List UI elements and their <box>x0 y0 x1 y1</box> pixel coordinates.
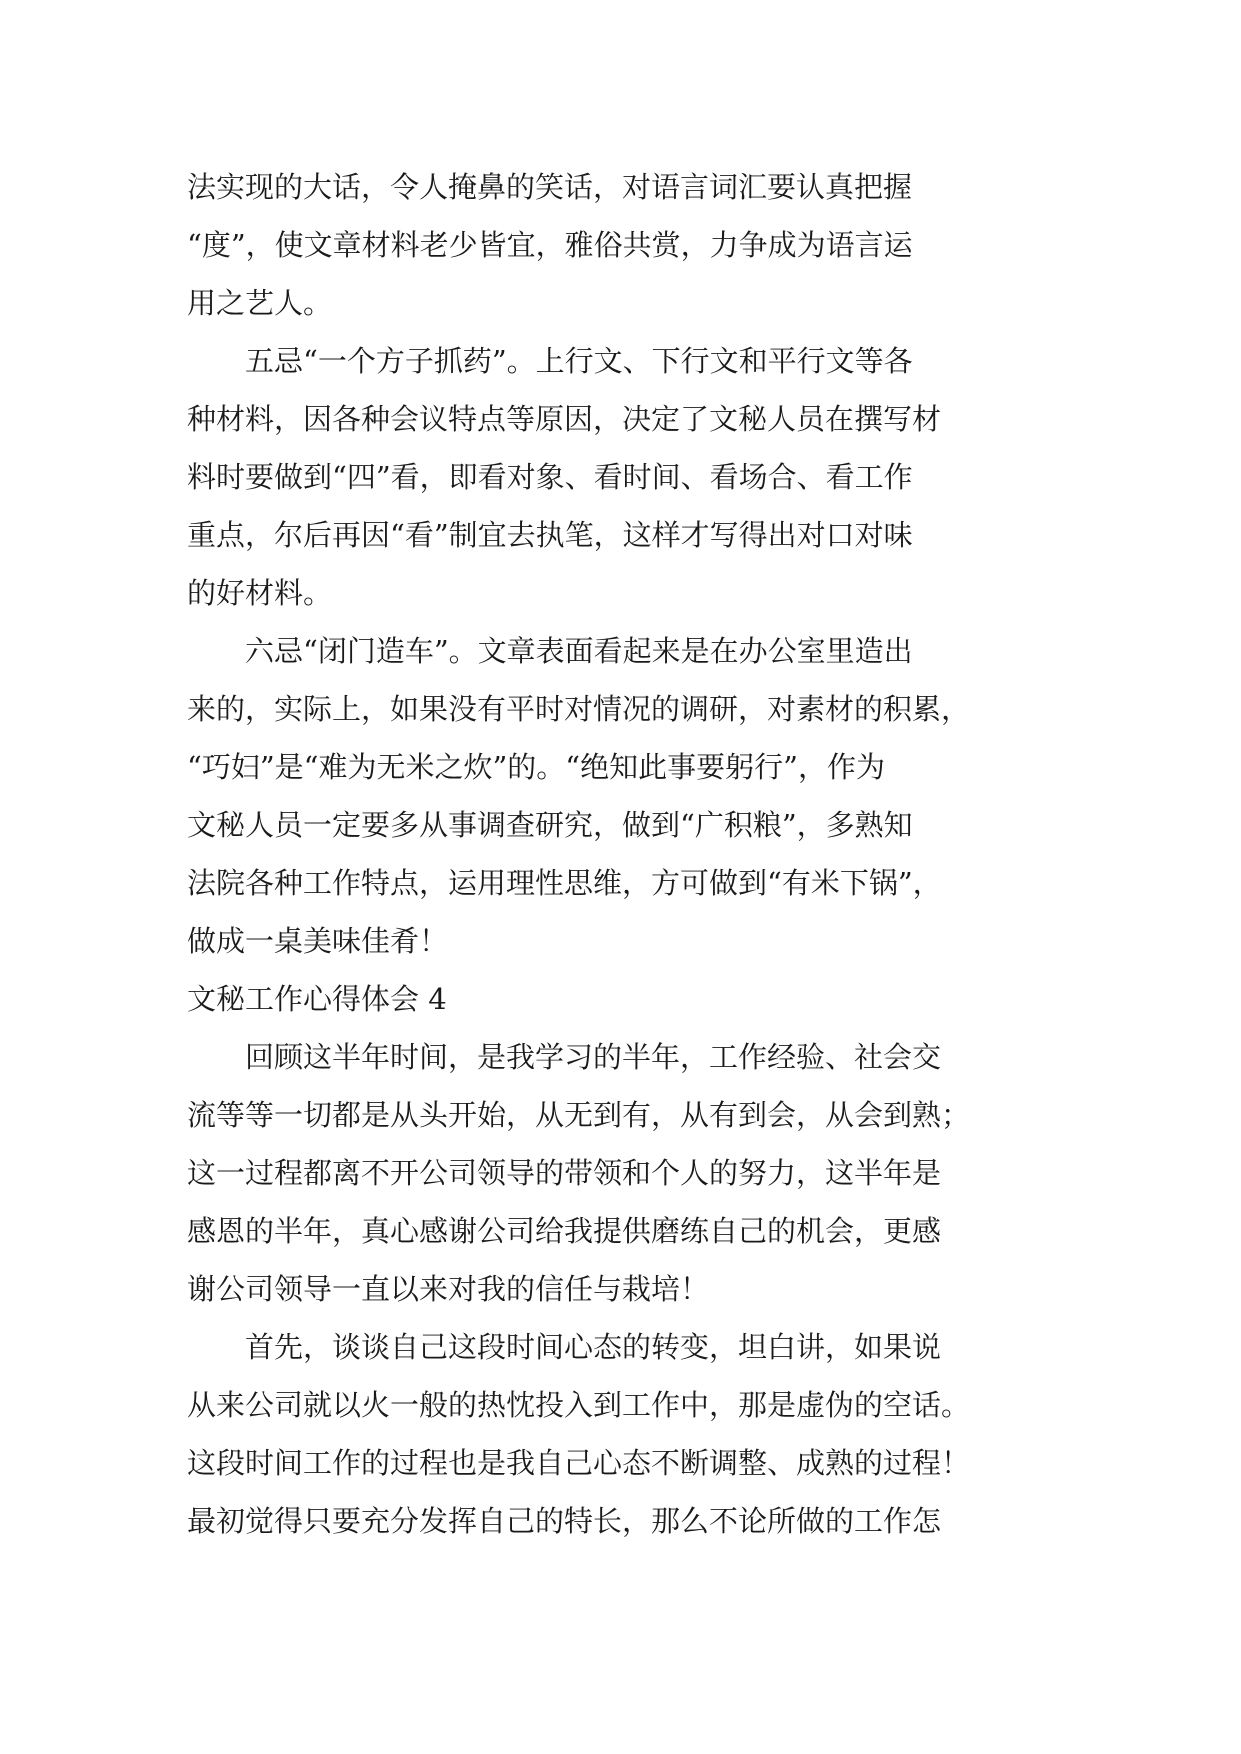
text-line: 用之艺人。 <box>187 286 333 320</box>
paragraph-first-line: 五忌“一个方子抓药”。上行文、下行文和平行文等各 <box>245 344 913 378</box>
text-line: 最初觉得只要充分发挥自己的特长，那么不论所做的工作怎 <box>187 1504 942 1538</box>
text-line: 料时要做到“四”看，即看对象、看时间、看场合、看工作 <box>187 460 913 494</box>
text-line: 这段时间工作的过程也是我自己心态不断调整、成熟的过程！ <box>187 1446 971 1480</box>
document-body <box>187 158 1057 1550</box>
paragraph-first-line: 回顾这半年时间，是我学习的半年，工作经验、社会交 <box>245 1040 942 1074</box>
text-line: 法院各种工作特点，运用理性思维，方可做到“有米下锅”， <box>187 866 942 900</box>
text-line: 来的，实际上，如果没有平时对情况的调研，对素材的积累， <box>187 692 971 726</box>
paragraph-first-line: 首先，谈谈自己这段时间心态的转变，坦白讲，如果说 <box>245 1330 942 1364</box>
text-line: 法实现的大话，令人掩鼻的笑话，对语言词汇要认真把握 <box>187 170 913 204</box>
text-line: 重点，尔后再因“看”制宜去执笔，这样才写得出对口对味 <box>187 518 913 552</box>
text-line: 文秘人员一定要多从事调查研究，做到“广积粮”，多熟知 <box>187 808 913 842</box>
text-line: 的好材料。 <box>187 576 333 610</box>
text-line: 这一过程都离不开公司领导的带领和个人的努力，这半年是 <box>187 1156 942 1190</box>
text-line: 流等等一切都是从头开始，从无到有，从有到会，从会到熟； <box>187 1098 971 1132</box>
paragraph-first-line: 六忌“闭门造车”。文章表面看起来是在办公室里造出 <box>245 634 913 668</box>
text-line: 从来公司就以火一般的热忱投入到工作中，那是虚伪的空话。 <box>187 1388 971 1422</box>
section-heading: 文秘工作心得体会 4 <box>187 982 447 1016</box>
text-line: 做成一桌美味佳肴！ <box>187 924 449 958</box>
text-line: 种材料，因各种会议特点等原因，决定了文秘人员在撰写材 <box>187 402 942 436</box>
text-line: “巧妇”是“难为无米之炊”的。“绝知此事要躬行”，作为 <box>187 750 885 784</box>
text-line: 谢公司领导一直以来对我的信任与栽培！ <box>187 1272 710 1306</box>
text-line: “度”，使文章材料老少皆宜，雅俗共赏，力争成为语言运 <box>187 228 913 262</box>
text-line: 感恩的半年，真心感谢公司给我提供磨练自己的机会，更感 <box>187 1214 942 1248</box>
